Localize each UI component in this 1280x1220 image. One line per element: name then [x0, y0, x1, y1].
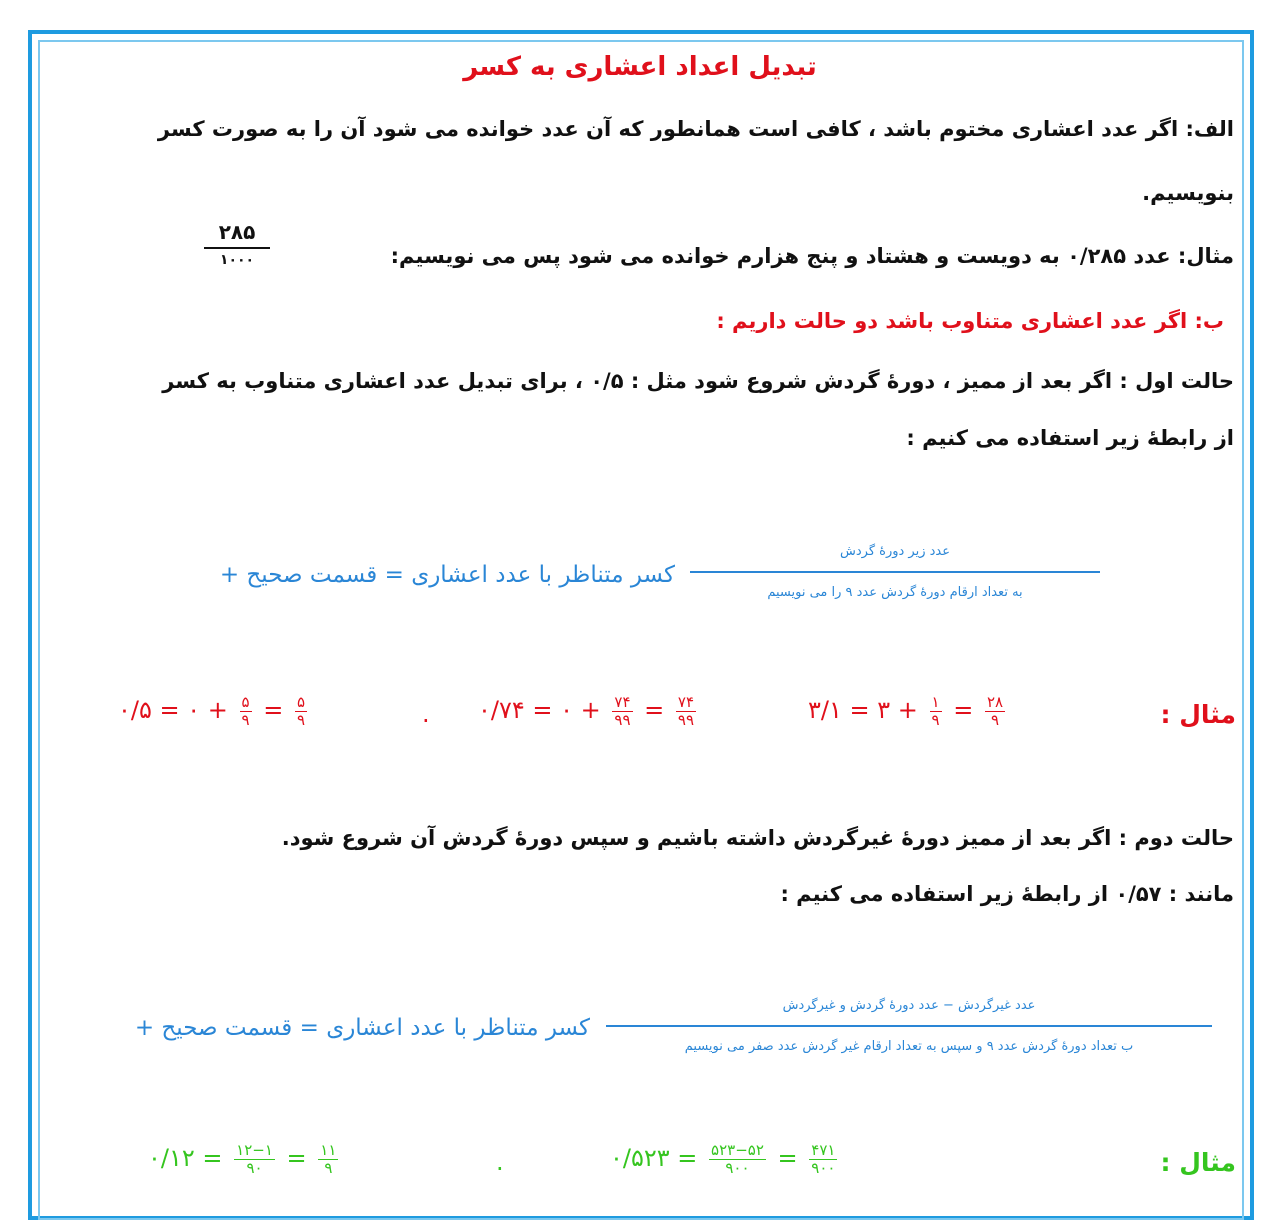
formula2-bar	[606, 1025, 1212, 1027]
equals-sign: =	[953, 696, 974, 724]
example-fraction	[204, 220, 270, 268]
frac-numerator: ۵۲۳−۵۲	[711, 1141, 764, 1159]
example2-a-frac1	[234, 1142, 275, 1176]
formula1-fraction	[690, 544, 1100, 600]
frac-numerator: ۷۴	[614, 693, 631, 711]
example1-c	[808, 694, 1009, 728]
part-a-example: مثال: عدد ۰/۲۸۵ به دویست و هشتاد و پنج هزارم خوانده می شود پس می نویسیم:	[390, 244, 1234, 268]
frac-numerator: ۴۷۱	[811, 1141, 836, 1159]
formula2-numerator: عدد غیرگردش − عدد دورهٔ گردش و غیرگردش	[782, 998, 1036, 1013]
example2-b-frac2	[809, 1142, 837, 1176]
example2-b-frac1	[709, 1142, 766, 1176]
example1-c-frac1	[930, 694, 942, 728]
frac-denominator: ۹	[931, 710, 940, 729]
fraction-numerator: ۲۸۵	[218, 220, 256, 244]
example1-a	[118, 694, 311, 728]
page-title: تبدیل اعداد اعشاری به کسر	[463, 52, 817, 82]
equals-sign: =	[777, 1144, 798, 1172]
frac-denominator: ۹۹	[614, 710, 631, 729]
fraction-denominator: ۱۰۰۰	[219, 252, 255, 268]
formula2-fraction	[606, 998, 1212, 1054]
example1-a-frac2	[295, 694, 307, 728]
example1-c-frac2	[985, 694, 1005, 728]
frac-denominator: ۹	[241, 710, 250, 729]
equals-sign: =	[263, 696, 284, 724]
frac-numerator: ۲۸	[986, 693, 1004, 711]
formula1-numerator: عدد زیر دورهٔ گردش	[839, 544, 950, 559]
part-b-heading: ب: اگر عدد اعشاری متناوب باشد دو حالت داریم :	[716, 309, 1224, 333]
example2-a-lhs: ۰/۱۲ =	[148, 1144, 223, 1172]
fraction-bar	[204, 247, 270, 249]
frac-numerator: ۵	[241, 693, 250, 711]
example1-b-lhs: ۰/۷۴ = ۰ +	[478, 696, 601, 724]
frac-denominator: ۹۰۰	[725, 1158, 750, 1177]
equals-sign: =	[286, 1144, 307, 1172]
example1-c-lhs: ۳/۱ = ۳ +	[808, 696, 918, 724]
formula2-denominator: ب تعداد دورهٔ گردش عدد ۹ و سپس به تعداد ارقام غیر گردش عدد صفر می نویسیم	[684, 1039, 1134, 1054]
frac-numerator: ۷۴	[677, 693, 695, 711]
case1-line1: حالت اول : اگر بعد از ممیز ، دورهٔ گردش شروع شود مثل : ۰/۵ ، برای تبدیل عدد اعشاری متناوب به کسر	[162, 369, 1234, 393]
frac-numerator: ۱۱	[320, 1141, 337, 1159]
example1-b-frac1	[612, 694, 632, 728]
separator-1: .	[422, 700, 430, 728]
example1-a-lhs: ۰/۵ = ۰ +	[118, 696, 228, 724]
equals-sign: =	[644, 696, 665, 724]
frac-denominator: ۹	[296, 710, 306, 729]
frac-numerator: ۱	[931, 693, 940, 711]
example1-a-frac1	[240, 694, 252, 728]
case2-line2: مانند : ۰/۵۷ از رابطهٔ زیر استفاده می کنیم :	[780, 882, 1234, 906]
formula1-denominator: به تعداد ارقام دورهٔ گردش عدد ۹ را می نویسیم	[767, 585, 1023, 600]
formula1-bar	[690, 571, 1100, 573]
frac-denominator: ۹۰	[246, 1158, 263, 1177]
separator-2: .	[496, 1148, 504, 1176]
frac-numerator: ۵	[296, 693, 306, 711]
example1-label: مثال :	[1160, 700, 1236, 729]
case1-line2: از رابطهٔ زیر استفاده می کنیم :	[906, 426, 1234, 450]
part-a-line1: الف: اگر عدد اعشاری مختوم باشد ، کافی است همانطور که آن عدد خوانده می شود آن را به صورت کسر	[157, 117, 1234, 141]
frac-denominator: ۹۰۰	[811, 1158, 836, 1177]
example1-b	[478, 694, 700, 728]
example2-a	[148, 1142, 342, 1176]
frac-denominator: ۹	[991, 710, 1000, 729]
part-a-line2: بنویسیم.	[1142, 181, 1234, 205]
case2-line1: حالت دوم : اگر بعد از ممیز دورهٔ غیرگردش داشته باشیم و سپس دورهٔ گردش آن شروع شود.	[281, 826, 1234, 850]
formula2-left: کسر متناظر با عدد اعشاری = قسمت صحیح +	[134, 1015, 590, 1041]
frac-denominator: ۹	[324, 1158, 333, 1177]
example2-a-frac2	[318, 1142, 338, 1176]
frac-numerator: ۱۲−۱	[236, 1141, 273, 1159]
formula1-left: کسر متناظر با عدد اعشاری = قسمت صحیح +	[219, 562, 675, 588]
example2-label: مثال :	[1160, 1148, 1236, 1177]
example1-b-frac2	[676, 694, 696, 728]
example2-b	[610, 1142, 841, 1176]
frac-denominator: ۹۹	[677, 710, 695, 729]
example2-b-lhs: ۰/۵۲۳ =	[610, 1144, 698, 1172]
